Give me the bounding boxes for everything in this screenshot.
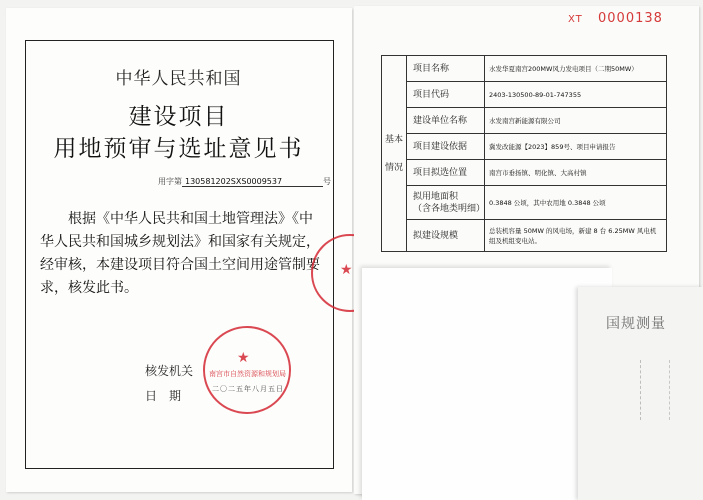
table-row (382, 56, 667, 82)
issue-date: 二〇二五年八月五日 (212, 385, 284, 393)
row-value: 水发南宫新能源有限公司 (485, 108, 667, 134)
table-row (382, 134, 667, 160)
side-seal-star-icon: ★ (340, 262, 353, 278)
date-label: 日期 (145, 389, 194, 403)
row-label: 项目代码 (407, 82, 485, 108)
row-label: 拟用地面积 （含各地类明细） (407, 186, 485, 220)
row-value: 2403-130500-89-01-747355 (485, 82, 667, 108)
row-value: 南宫市垂扬镇、明化镇、大高村镇 (485, 160, 667, 186)
country-name: 中华人民共和国 (115, 69, 242, 89)
issuer-label: 核发机关 (145, 364, 194, 378)
row-label: 拟建设规模 (407, 220, 485, 252)
row-value: 冀发改能源【2023】859号、项目申请报告 (485, 134, 667, 160)
serial-number: 0000138 (598, 11, 663, 26)
table-row (382, 186, 667, 220)
row-label: 项目拟选位置 (407, 160, 485, 186)
certificate-title-line1: 建设项目 (128, 104, 229, 130)
doc-number-value: 130581202SXS0009537 (182, 177, 323, 187)
serial-prefix: XT (568, 14, 583, 25)
certificate-title-line2: 用地预审与选址意见书 (53, 136, 304, 162)
table-row (382, 220, 667, 252)
section-label-text: 基本情况 (384, 134, 403, 173)
doc-number-suffix: 号 (323, 177, 331, 186)
row-label: 建设单位名称 (407, 108, 485, 134)
doc-number-prefix: 用字第 (158, 177, 182, 186)
row-label: 项目建设依据 (407, 134, 485, 160)
basic-info-table (381, 55, 667, 252)
paper-smudge (640, 360, 670, 420)
overlay-heading: 国规测量 (606, 316, 666, 332)
row-value: 水发华夏南宫200MW风力发电项目（二期50MW） (485, 56, 667, 82)
document-number (158, 176, 331, 187)
table-row (382, 160, 667, 186)
row-label: 项目名称 (407, 56, 485, 82)
certificate-body-text: 根据《中华人民共和国土地管理法》《中华人民共和国城乡规划法》和国家有关规定，经审核，本建设项目符合国土空间用途管制要求，核发此书。 (40, 211, 320, 296)
seal-text: 南宫市自然资源和规划局 (209, 370, 286, 378)
table-row (382, 82, 667, 108)
section-label (382, 56, 407, 252)
seal-star-icon: ★ (237, 350, 250, 366)
row-value: 总装机容量 50MW 的风电场，新建 8 台 6.25MW 风电机组及机组变电站。 (485, 220, 667, 252)
row-value: 0.3848 公顷，其中农用地 0.3848 公顷 (485, 186, 667, 220)
overlapping-paper (362, 268, 612, 500)
table-row (382, 108, 667, 134)
